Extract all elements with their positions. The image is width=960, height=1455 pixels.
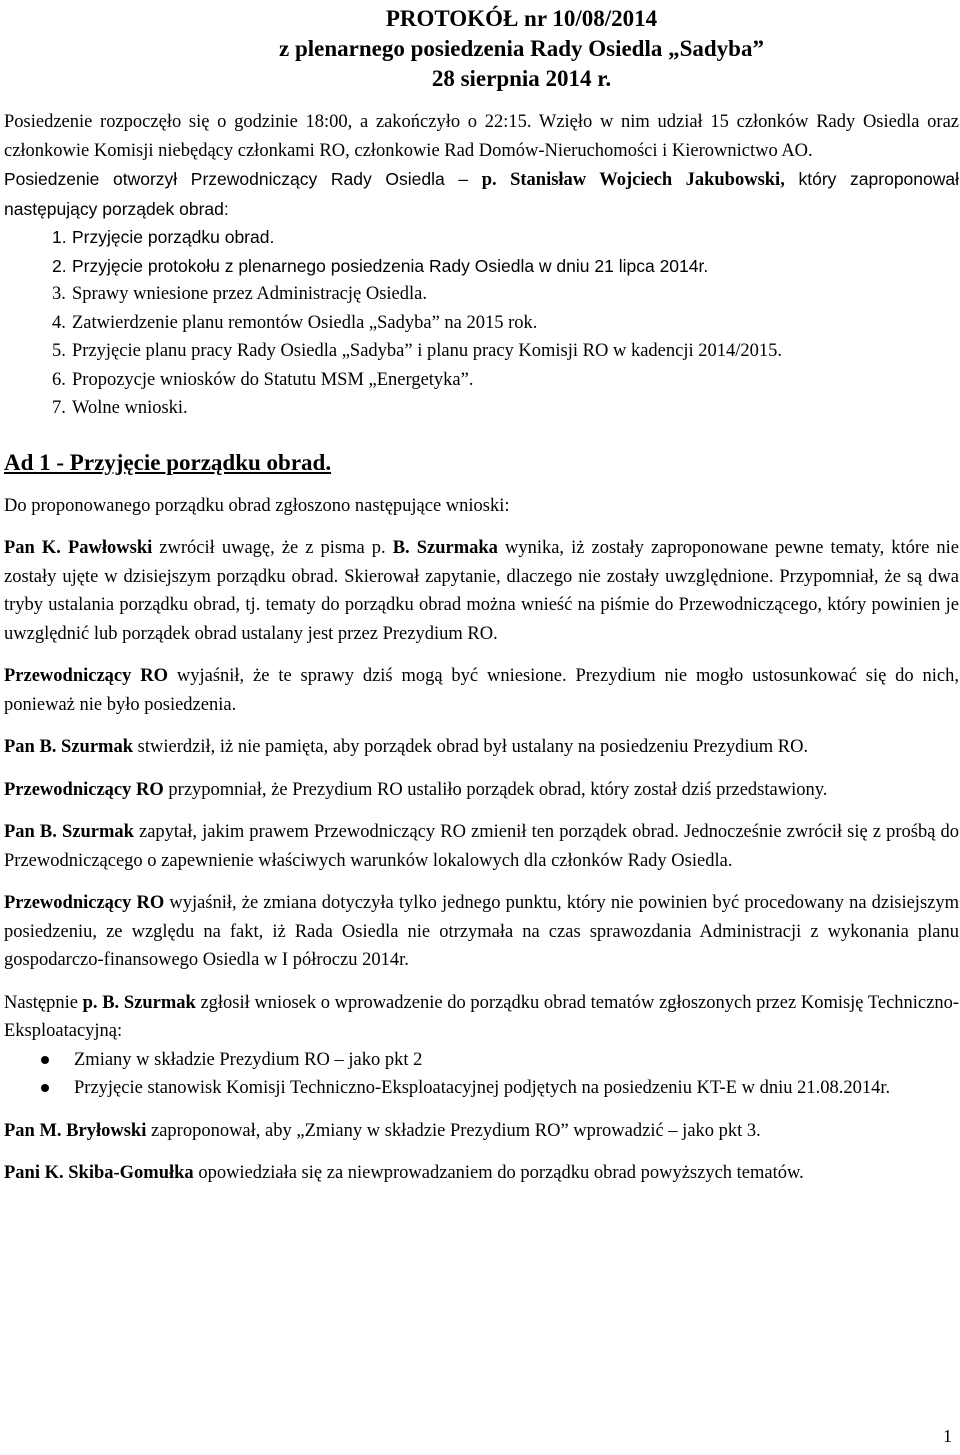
statement-paragraph — [4, 776, 959, 805]
section-lead: Do proponowanego porządku obrad zgłoszono następujące wnioski: — [4, 495, 510, 516]
agenda-text: Wolne wnioski. — [72, 398, 188, 418]
statement-paragraph — [4, 889, 959, 975]
speaker-name: Przewodniczący RO — [4, 666, 169, 686]
agenda-text: Propozycje wniosków do Statutu MSM „Energetyka”. — [72, 369, 474, 390]
agenda-item — [4, 280, 959, 309]
speaker-name: Pani K. Skiba-Gomułka — [4, 1163, 194, 1183]
agenda-num: 2. — [52, 255, 67, 276]
next-text-a: Następnie — [4, 992, 83, 1013]
next-paragraph — [4, 989, 959, 1046]
intro-paragraph: Posiedzenie rozpoczęło się o godzinie 18:00, a zakończyło o 22:15. Wzięło w nim udział 15 członków Rady Osiedla oraz członkowie Komisji niebędący członkami RO, członkowie Rad Domów-Nieruchomości i Kierownictwo AO. — [4, 112, 959, 161]
speaker-name: Przewodniczący RO — [4, 779, 164, 800]
agenda-item — [4, 252, 959, 281]
proposal-bullet-list — [4, 1046, 959, 1103]
agenda-text: Przyjęcie planu pracy Rady Osiedla „Sadyba” i planu pracy Komisji RO w kadencji 2014/2015. — [72, 341, 783, 361]
opening-text-a: Posiedzenie otworzył Przewodniczący Rady Osiedla – — [4, 169, 469, 189]
agenda-num: 7. — [52, 398, 66, 418]
statement-text: zwrócił uwagę, że z pisma p. — [152, 538, 393, 558]
doc-title-line1: PROTOKÓŁ nr 10/08/2014 — [385, 6, 658, 31]
agenda-num: 4. — [52, 312, 66, 333]
agenda-text: Przyjęcie protokołu z plenarnego posiedzenia Rady Osiedla w dniu 21 lipca 2014r. — [72, 255, 709, 276]
statement-text: wyjaśnił, że zmiana dotyczyła tylko jednego punktu, który nie powinien być procedowany na dzisiejszym posiedzeniu, ze względu na fakt, iż Rada Osiedla nie otrzymała na czas sprawozdania Administracji z wykonania planu gospodarczo-finansowego Osiedla w I półroczu 2014r. — [4, 893, 959, 970]
statement-text: opowiedziała się za niewprowadzaniem do porządku obrad powyższych tematów. — [193, 1163, 804, 1183]
statement-paragraph — [4, 534, 959, 648]
agenda-item — [4, 394, 959, 423]
doc-title-line2: z plenarnego posiedzenia Rady Osiedla „Sadyba” — [279, 36, 764, 61]
statement-text: wynika, iż zostały zaproponowane pewne tematy, które nie zostały ujęte w dzisiejszym porządku obrad. Skierował zapytanie, dlaczego nie zostały uwzględnione. Przypomniał, że są dwa tryby ustalania porządku obrad, tj. tematy do porządku obrad można wnieść na piśmie do Przewodniczącego, który powinien je uwzględnić lub porządek obrad ustalany jest przez Prezydium RO. — [4, 538, 959, 644]
speaker-name: Pan B. Szurmak — [4, 737, 134, 757]
doc-title-line3: 28 sierpnia 2014 r. — [431, 66, 612, 91]
speaker-name: Pan B. Szurmak — [4, 822, 134, 842]
speaker-name: Pan K. Pawłowski — [4, 538, 153, 558]
statement-paragraph — [4, 1159, 959, 1188]
speaker-name: B. Szurmaka — [392, 538, 498, 558]
speaker-name: p. B. Szurmak — [82, 992, 196, 1013]
agenda-num: 6. — [52, 369, 66, 390]
agenda-item — [4, 337, 959, 366]
agenda-num: 1. — [52, 227, 67, 247]
opening-text-c: który zaproponował następujący porządek obrad: — [4, 169, 960, 219]
bullet-item — [4, 1046, 959, 1075]
statement-text: zaproponował, aby „Zmiany w składzie Prezydium RO” wprowadzić – jako pkt 3. — [146, 1120, 761, 1141]
agenda-text: Sprawy wniesione przez Administrację Osiedla. — [72, 284, 427, 304]
agenda-list — [4, 223, 959, 423]
agenda-num: 5. — [52, 341, 66, 361]
chairman-name: p. Stanisław Wojciech Jakubowski, — [481, 170, 785, 190]
bullet-icon — [41, 1056, 49, 1064]
bullet-text: Przyjęcie stanowisk Komisji Techniczno-Eksploatacyjnej podjętych na posiedzeniu KT-E w dniu 21.08.2014r. — [74, 1078, 891, 1098]
statement-paragraph — [4, 818, 959, 875]
bullet-text: Zmiany w składzie Prezydium RO – jako pkt 2 — [74, 1049, 423, 1070]
opening-paragraph — [4, 165, 959, 223]
statement-paragraph — [4, 1117, 959, 1146]
next-text-b: zgłosił wniosek o wprowadzenie do porządku obrad tematów zgłoszonych przez Komisję Techniczno-Eksploatacyjną: — [4, 992, 960, 1041]
statement-paragraph — [4, 662, 959, 719]
bullet-item — [4, 1074, 959, 1103]
statement-paragraph — [4, 733, 959, 762]
section-heading: Ad 1 - Przyjęcie porządku obrad. — [4, 449, 332, 475]
statement-text: zapytał, jakim prawem Przewodniczący RO zmienił ten porządek obrad. Jednocześnie zwrócił się z prośbą do Przewodniczącego o zapewnienie właściwych warunków lokalowych dla członków Rady Osiedla. — [4, 822, 959, 871]
agenda-item — [4, 223, 959, 252]
agenda-text: Zatwierdzenie planu remontów Osiedla „Sadyba” na 2015 rok. — [72, 312, 538, 333]
speaker-name: Pan M. Bryłowski — [4, 1120, 147, 1141]
page-number: 1 — [943, 1426, 952, 1446]
speaker-name: Przewodniczący RO — [4, 893, 165, 913]
agenda-item — [4, 309, 959, 338]
statement-text: przypomniał, że Prezydium RO ustaliło porządek obrad, który został dziś przedstawiony. — [163, 779, 828, 800]
statement-text: stwierdził, iż nie pamięta, aby porządek obrad był ustalany na posiedzeniu Prezydium RO. — [133, 737, 809, 757]
agenda-num: 3. — [52, 284, 66, 304]
agenda-item — [4, 366, 959, 395]
statement-text: wyjaśnił, że te sprawy dziś mogą być wniesione. Prezydium nie mogło ustosunkować się do nich, ponieważ nie było posiedzenia. — [4, 666, 959, 715]
document-page — [4, 4, 959, 1188]
agenda-text: Przyjęcie porządku obrad. — [72, 227, 275, 247]
bullet-icon — [41, 1084, 49, 1092]
